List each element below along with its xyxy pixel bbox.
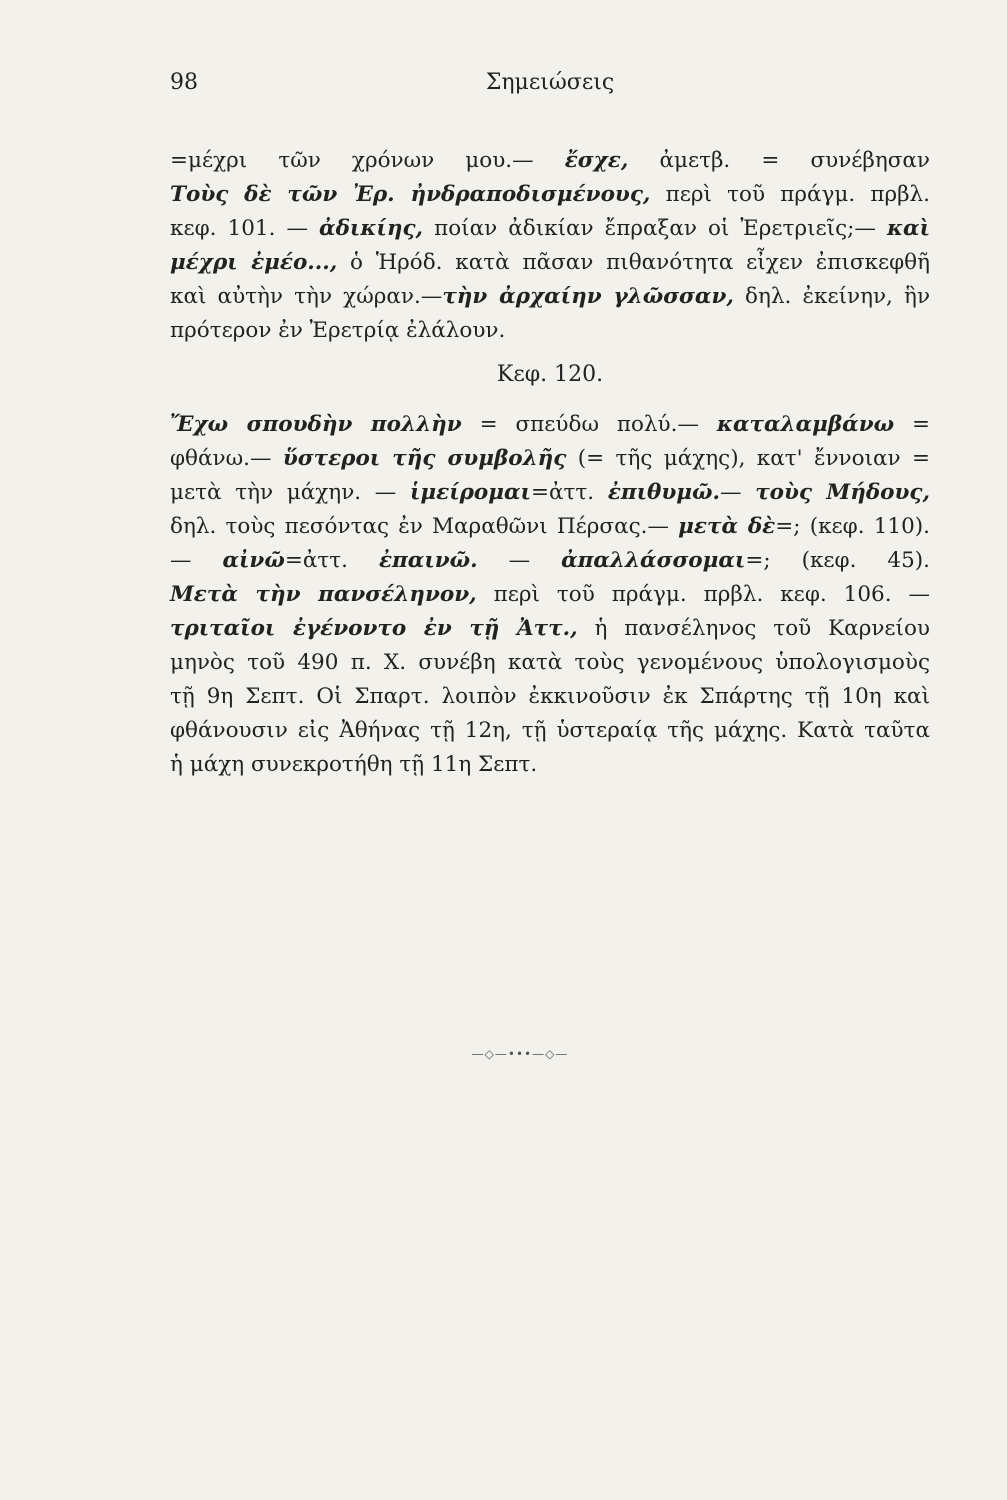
lemma-term: καταλαμβάνω: [716, 412, 895, 437]
lemma-term: Τοὺς δὲ τῶν Ἐρ. ἠνδραποδισμένους,: [170, 182, 651, 207]
lemma-term: Μετὰ τὴν πανσέληνον,: [170, 582, 477, 607]
text-line: [170, 212, 930, 246]
text-line: [170, 578, 930, 612]
gloss-text: =; (κεφ. 110).: [775, 514, 930, 539]
text-line: [170, 612, 930, 646]
lemma-term: τοὺς Μήδους,: [755, 480, 930, 505]
text-line: [170, 646, 930, 680]
gloss-text: μετὰ τὴν μάχην. —: [170, 480, 411, 505]
text-line: [170, 544, 930, 578]
lemma-term: ἀδικίης,: [319, 216, 424, 241]
gloss-text: κεφ. 101. —: [170, 216, 320, 241]
text-line: [170, 680, 930, 714]
lemma-term: μετὰ δὲ: [678, 514, 776, 539]
gloss-text: ἀμετβ. = συνέβησαν: [628, 148, 930, 173]
lemma-term: αἰνῶ: [222, 548, 285, 573]
lemma-term: τριταῖοι ἐγένοντο ἐν τῇ Ἀττ.,: [170, 616, 578, 641]
text-line: [170, 442, 930, 476]
gloss-text: δηλ. ἐκείνην, ἣν: [733, 284, 931, 309]
gloss-text: μηνὸς τοῦ 490 π. Χ. συνέβη κατὰ τοὺς γενομένους ὑπολογισμοὺς: [170, 650, 930, 675]
lemma-term: μέχρι ἐμέο...,: [170, 250, 338, 275]
text-line: [170, 714, 930, 748]
gloss-text: = σπεύδω πολύ.—: [461, 412, 717, 437]
text-line: [170, 144, 930, 178]
lemma-term: ἔσχε,: [564, 148, 629, 173]
gloss-text: φθάνω.—: [170, 446, 283, 471]
lemma-term: ἐπιθυμῶ.: [607, 480, 720, 505]
gloss-text: —: [170, 548, 223, 573]
gloss-text: ποίαν ἀδικίαν ἔπραξαν οἱ Ἐρετριεῖς;—: [423, 216, 887, 241]
gloss-text: τῇ 9η Σεπτ. Οἱ Σπαρτ. λοιπὸν ἐκκινοῦσιν ἐκ Σπάρτης τῇ 10η καὶ: [170, 684, 930, 709]
lemma-term: καὶ: [886, 216, 931, 241]
page-number: 98: [170, 70, 198, 95]
end-ornament: —◇—•••—◇—: [471, 1047, 569, 1061]
running-title: Σημειώσεις: [485, 70, 615, 95]
text-line: [170, 510, 930, 544]
chapter-heading: Κεφ. 120.: [496, 362, 604, 387]
text-line: [170, 246, 930, 280]
lemma-term: Ἔχω σπουδὴν πολλὴν: [170, 412, 462, 437]
text-line: [170, 314, 930, 348]
gloss-text: περὶ τοῦ πράγμ. πρβλ.: [650, 182, 930, 207]
text-line: [170, 748, 930, 782]
gloss-text: περὶ τοῦ πράγμ. πρβλ. κεφ. 106. —: [476, 582, 931, 607]
text-line: [170, 408, 930, 442]
gloss-text: =ἀττ.: [284, 548, 379, 573]
lemma-term: ἀπαλλάσσομαι: [561, 548, 746, 573]
gloss-text: =; (κεφ. 45).: [745, 548, 930, 573]
gloss-text: (= τῆς μάχης), κατ' ἔννοιαν =: [566, 446, 930, 471]
text-line: [170, 476, 930, 510]
gloss-text: ἡ μάχη συνεκροτήθη τῇ 11η Σεπτ.: [170, 752, 538, 777]
lemma-term: ἐπαινῶ.: [378, 548, 478, 573]
lemma-term: τὴν ἀρχαίην γλῶσσαν,: [442, 284, 734, 309]
gloss-text: —: [720, 480, 756, 505]
text-line: [170, 178, 930, 212]
page-header: [170, 70, 930, 104]
gloss-text: =ἀττ.: [530, 480, 608, 505]
gloss-text: =μέχρι τῶν χρόνων μου.—: [170, 148, 565, 173]
gloss-text: πρότερον ἐν Ἐρετρίᾳ ἐλάλουν.: [170, 318, 506, 343]
gloss-text: καὶ αὐτὴν τὴν χώραν.—: [170, 284, 443, 309]
gloss-text: φθάνουσιν εἰς Ἀθήνας τῇ 12η, τῇ ὑστεραίᾳ τῆς μάχης. Κατὰ ταῦτα: [170, 718, 930, 743]
gloss-text: ἡ πανσέληνος τοῦ Καρνείου: [577, 616, 930, 641]
gloss-text: ὁ Ἡρόδ. κατὰ πᾶσαν πιθανότητα εἶχεν ἐπισκεφθῆ: [337, 250, 930, 275]
lemma-term: ἱμείρομαι: [410, 480, 531, 505]
lemma-term: ὕστεροι τῆς συμβολῆς: [282, 446, 567, 471]
gloss-text: δηλ. τοὺς πεσόντας ἐν Μαραθῶνι Πέρσας.—: [170, 514, 679, 539]
text-line: [170, 280, 930, 314]
gloss-text: =: [894, 412, 930, 437]
gloss-text: —: [477, 548, 562, 573]
